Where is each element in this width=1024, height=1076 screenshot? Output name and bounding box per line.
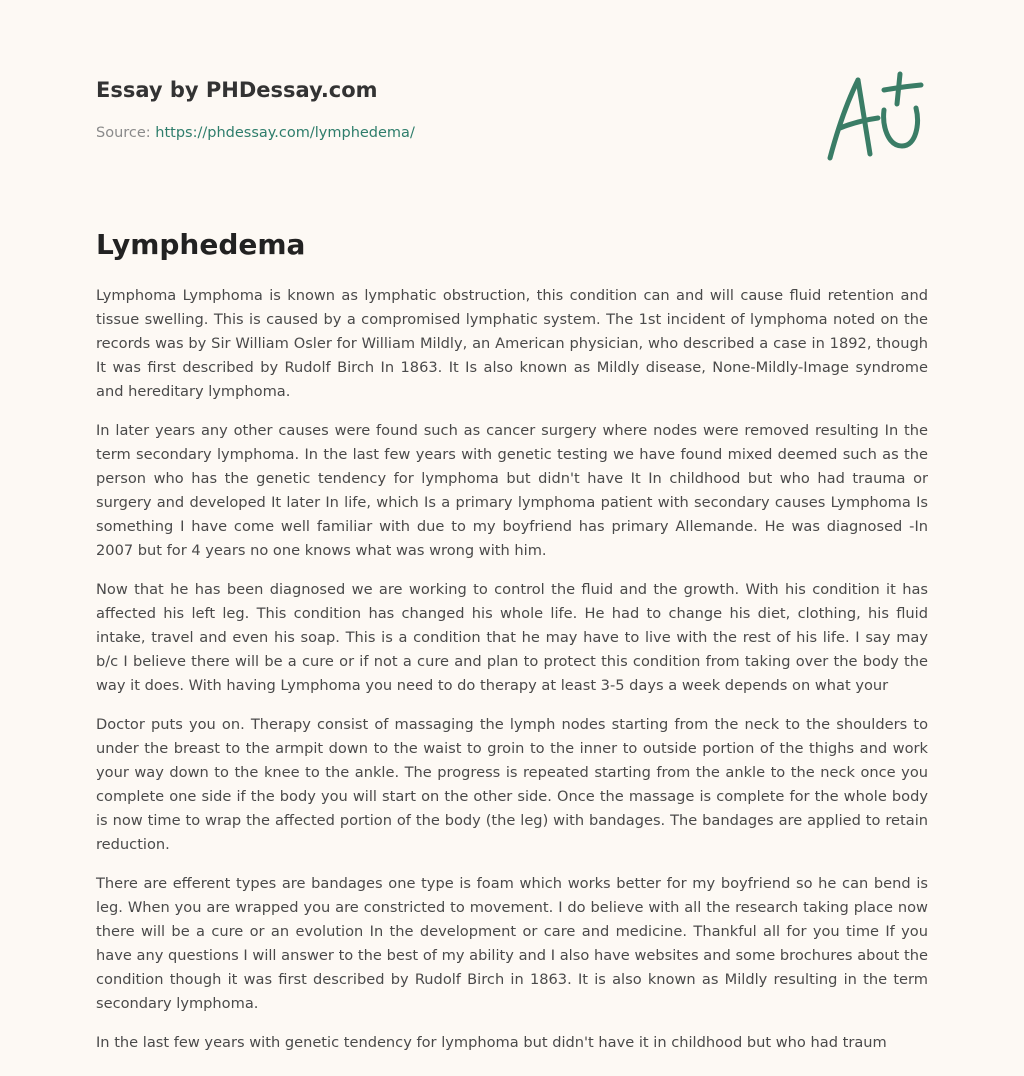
paragraph: Lymphoma Lymphoma is known as lymphatic obstruction, this condition can and will cause fluid retention and tissue swelling. This is caused by a compromised lymphatic system. The 1st incident of lymphoma noted on the records was by Sir William Osler for William Mildly, an American physician, who described a case in 1892, though It was first described by Rudolf Birch In 1863. It Is also known as Mildly disease, None-Mildly-Image syndrome and hereditary lymphoma. <box>96 287 928 400</box>
paragraph: There are efferent types are bandages one type is foam which works better for my boyfriend so he can bend is leg. When you are wrapped you are constricted to movement. I do believe with all the research taking place now there will be a cure or an evolution In the development or care and medicine. Thankful all for you time If you have any questions I will answer to the best of my ability and I also have websites and some brochures about the condition though it was first described by Rudolf Birch in 1863. It is also known as Mildly resulting in the term secondary lymphoma. <box>96 875 928 1012</box>
paragraph: In later years any other causes were found such as cancer surgery where nodes were removed resulting In the term secondary lymphoma. In the last few years with genetic testing we have found mixed deemed such as the person who has the genetic tendency for lymphoma but didn't have It In childhood but who had trauma or surgery and developed It later In life, which Is a primary lymphoma patient with secondary causes Lymphoma Is something I have come well familiar with due to my boyfriend has primary Allemande. He was diagnosed -In 2007 but for 4 years no one knows what was wrong with him. <box>96 422 928 559</box>
paragraph: Now that he has been diagnosed we are working to control the fluid and the growth. With his condition it has affected his left leg. This condition has changed his whole life. He had to change his diet, clothing, his fluid intake, travel and even his soap. This is a condition that he may have to live with the rest of his life. I say may b/c I believe there will be a cure or if not a cure and plan to protect this condition from taking over the body the way it does. With having Lymphoma you need to do therapy at least 3-5 days a week depends on what your <box>96 581 928 694</box>
source-label: Source: <box>96 125 151 141</box>
page-header <box>96 74 928 143</box>
paragraph: In the last few years with genetic tendency for lymphoma but didn't have it in childhood but who had traum <box>96 1034 887 1051</box>
a-plus-grade-icon <box>820 66 930 166</box>
source-link[interactable]: https://phdessay.com/lymphedema/ <box>155 125 415 141</box>
document-title: Lymphedema <box>96 228 306 261</box>
paragraph: Doctor puts you on. Therapy consist of massaging the lymph nodes starting from the neck to the shoulders to under the breast to the armpit down to the waist to groin to the inner to outside portion of the thighs and work your way down to the knee to the ankle. The progress is repeated starting from the ankle to the neck once you complete one side if the body you will start on the other side. Once the massage is complete for the whole body is now time to wrap the affected portion of the body (the leg) with bandages. The bandages are applied to retain reduction. <box>96 716 928 853</box>
source-line <box>96 123 928 143</box>
site-title: Essay by PHDessay.com <box>96 78 378 102</box>
essay-body <box>96 284 928 1070</box>
